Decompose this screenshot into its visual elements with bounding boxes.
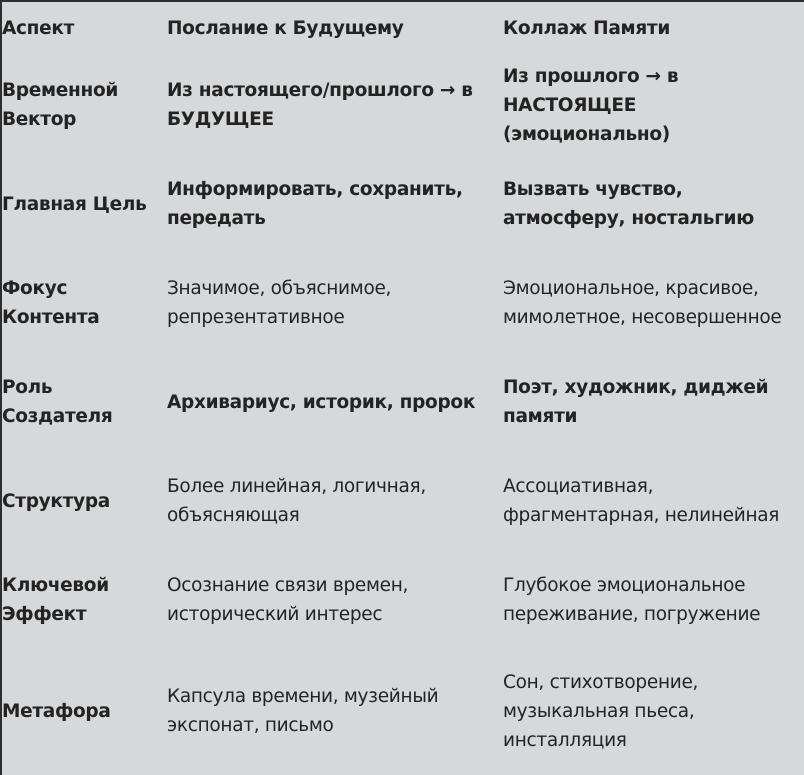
cell-future: Значимое, объяснимое, репрезентативное: [167, 278, 392, 328]
cell-future: Осознание связи времен, исторический интерес: [167, 575, 409, 625]
cell-aspect: Главная Цель: [2, 193, 147, 215]
cell-collage: Поэт, художник, диджей памяти: [503, 377, 769, 427]
cell-future: Архивариус, историк, пророк: [167, 391, 476, 413]
cell-collage: Из прошлого → в НАСТОЯЩЕЕ (эмоционально): [503, 65, 679, 145]
cell-future: Информировать, сохранить, передать: [167, 179, 463, 229]
table-header-row: [2, 2, 804, 55]
cell-aspect: Структура: [2, 490, 110, 512]
table-row: [2, 551, 804, 649]
header-future-message: Послание к Будущему: [167, 18, 404, 39]
cell-aspect: Временной Вектор: [2, 80, 119, 130]
cell-collage: Эмоциональное, красивое, мимолетное, несовершенное: [503, 278, 782, 328]
comparison-table: [2, 2, 804, 773]
table-row: [2, 353, 804, 451]
table-row: [2, 451, 804, 551]
cell-future: Капсула времени, музейный экспонат, письмо: [167, 686, 439, 736]
cell-aspect: Фокус Контента: [2, 278, 100, 328]
cell-collage: Ассоциативная, фрагментарная, нелинейная: [503, 476, 780, 526]
cell-future: Более линейная, логичная, объясняющая: [167, 476, 426, 526]
cell-collage: Глубокое эмоциональное переживание, погружение: [503, 575, 761, 625]
header-memory-collage: Коллаж Памяти: [503, 18, 671, 39]
table-row: [2, 649, 804, 773]
cell-aspect: Метафора: [2, 700, 111, 722]
cell-collage: Сон, стихотворение, музыкальная пьеса, инсталляция: [503, 671, 699, 751]
header-aspect: Аспект: [2, 18, 75, 39]
cell-future: Из настоящего/прошлого → в БУДУЩЕЕ: [167, 80, 473, 130]
cell-aspect: Ключевой Эффект: [2, 575, 109, 625]
table-row: [2, 55, 804, 155]
table-row: [2, 155, 804, 253]
cell-collage: Вызвать чувство, атмосферу, ностальгию: [503, 179, 754, 229]
table-row: [2, 253, 804, 353]
cell-aspect: Роль Создателя: [2, 377, 113, 427]
